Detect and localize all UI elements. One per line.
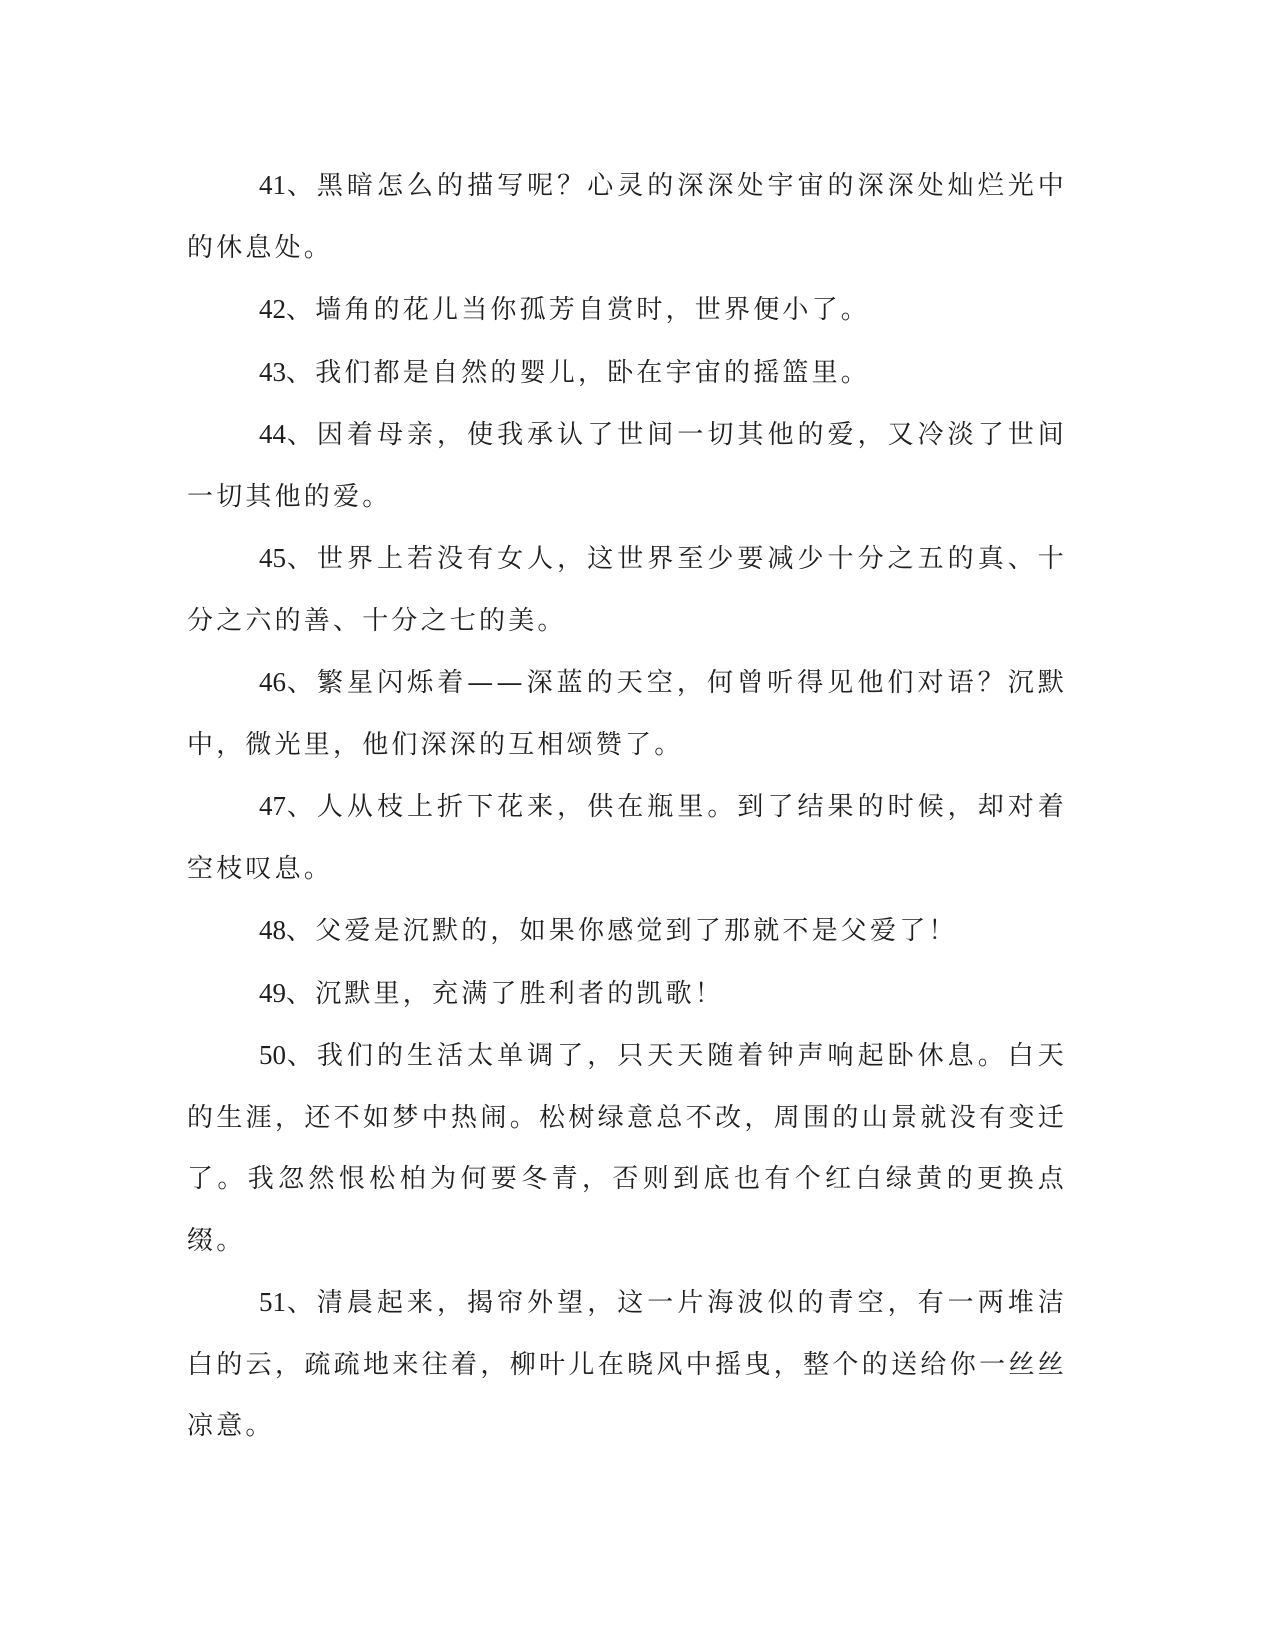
paragraph-text: 、因着母亲，使我承认了世间一切其他的爱，又冷淡了世间一切其他的爱。 [187, 420, 1067, 512]
paragraph-45 [187, 528, 1067, 652]
paragraph-number: 46 [259, 667, 286, 697]
paragraph-number: 48 [259, 915, 286, 945]
paragraph-number: 51 [259, 1287, 286, 1317]
paragraph-number: 42 [259, 294, 286, 324]
paragraph-43 [187, 342, 1067, 405]
paragraph-text: 、父爱是沉默的，如果你感觉到了那就不是父爱了！ [286, 916, 958, 946]
paragraph-44 [187, 404, 1067, 528]
paragraph-50 [187, 1025, 1067, 1272]
paragraph-number: 50 [259, 1040, 286, 1070]
paragraph-48 [187, 900, 1067, 963]
paragraph-text: 、沉默里，充满了胜利者的凯歌！ [286, 978, 725, 1009]
paragraph-41 [187, 155, 1067, 279]
paragraph-46 [187, 652, 1067, 776]
paragraph-51 [187, 1272, 1067, 1458]
paragraph-number: 49 [259, 977, 286, 1008]
document-body [187, 155, 1067, 1458]
paragraph-49 [187, 963, 1067, 1026]
paragraph-text: 、繁星闪烁着——深蓝的天空，何曾听得见他们对语？沉默中，微光里，他们深深的互相颂赞了。 [187, 668, 1067, 760]
paragraph-text: 、我们都是自然的婴儿，卧在宇宙的摇篮里。 [286, 357, 871, 388]
paragraph-number: 43 [259, 356, 286, 387]
paragraph-number: 44 [259, 419, 286, 449]
paragraph-text: 、墙角的花儿当你孤芳自赏时，世界便小了。 [286, 295, 871, 325]
paragraph-47 [187, 776, 1067, 900]
paragraph-text: 、我们的生活太单调了，只天天随着钟声响起卧休息。白天的生涯，还不如梦中热闹。松树绿意总不改，周围的山景就没有变迁了。我忽然恨松柏为何要冬青，否则到底也有个红白绿黄的更换点缀。 [187, 1041, 1067, 1256]
paragraph-42 [187, 279, 1067, 342]
paragraph-number: 41 [259, 170, 286, 200]
paragraph-text: 、人从枝上折下花来，供在瓶里。到了结果的时候，却对着空枝叹息。 [187, 792, 1067, 884]
paragraph-number: 47 [259, 791, 286, 821]
paragraph-number: 45 [259, 543, 286, 573]
paragraph-text: 、黑暗怎么的描写呢？心灵的深深处宇宙的深深处灿烂光中的休息处。 [187, 171, 1067, 263]
paragraph-text: 、清晨起来，揭帘外望，这一片海波似的青空，有一两堆洁白的云，疏疏地来往着，柳叶儿在晓风中摇曳，整个的送给你一丝丝凉意。 [187, 1288, 1067, 1441]
paragraph-text: 、世界上若没有女人，这世界至少要减少十分之五的真、十分之六的善、十分之七的美。 [187, 544, 1067, 636]
